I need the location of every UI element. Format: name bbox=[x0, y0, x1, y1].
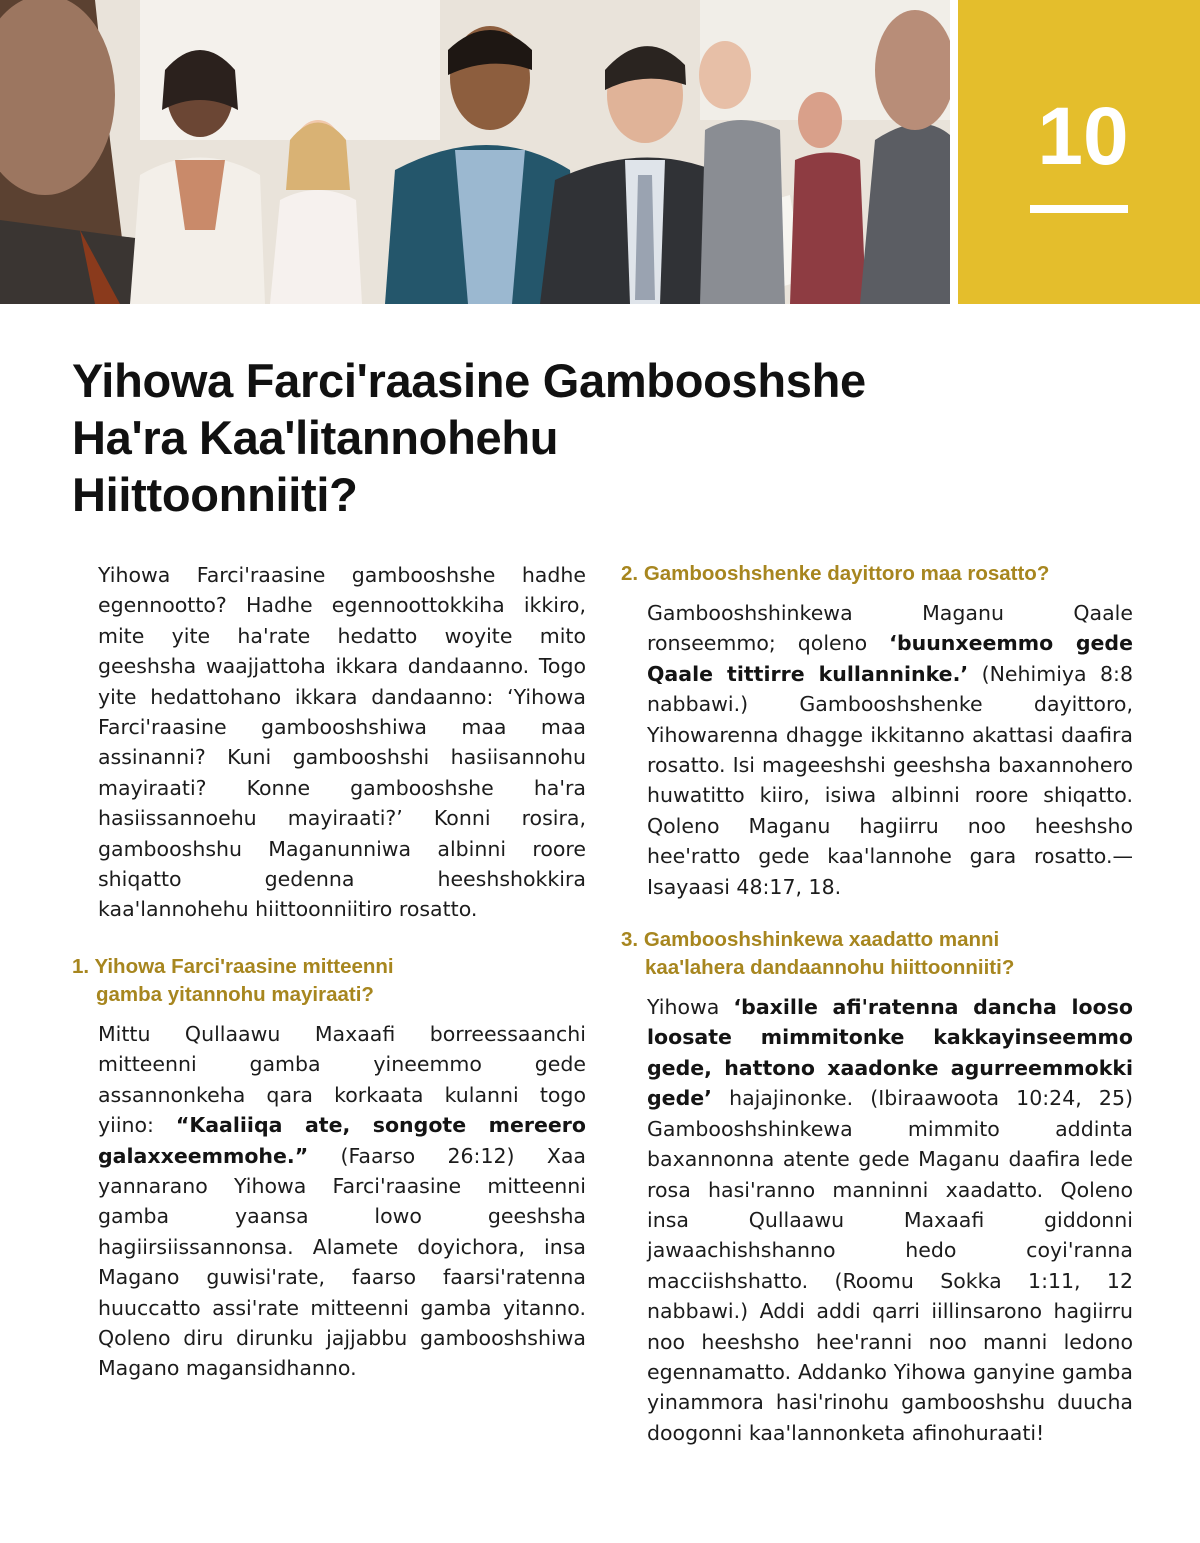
section-3-question-line-2: kaa'lahera dandaannohu hiittoonniiti? bbox=[645, 956, 1015, 980]
section-3-number: 3. bbox=[621, 928, 639, 952]
intro-paragraph: Yihowa Farci'raasine gambooshshe hadhe egennootto? Hadhe egennoottokkiha ikkiro, mite yite ha'rate hedatto woyite mito geeshsha waajjattoha ikkara dandaanno. Togo yite hedattohano ikkara dandaanno: ‘Yihowa Farci'raasine gambooshshiwa maa maa assinanni? Kuni gambooshshi hasiisannohu mayiraati? Konne gambooshshe ha'ra hasiissannoehu mayiraati?’ Konni rosira, gambooshshu Maganunniwa albinni roore shiqatto gedenna heeshshokkira kaa'lannohehu hiittoonniitiro rosatto. bbox=[98, 563, 586, 922]
section-2-question-text: Gambooshshenke dayittoro maa rosatto? bbox=[643, 562, 1050, 585]
section-1-question-line-1: Yihowa Farci'raasine mitteenni bbox=[94, 954, 394, 978]
section-2-question bbox=[621, 560, 1133, 588]
section-3-text-b: hajajinonke. (Ibiraawoota 10:24, 25) Gambooshshinkewa mimmito addinta baxannonna atente gede Maganu daafira lede rosa hasi'ranno manninni xaadatto. Qoleno insa Qullaawu Maxaafi giddonni jawaachishshanno hedo coyi'ranna macciishshatto. (Roomu Sokka 1:11, 12 nabbawi.) Addi addi qarri iillinsarono hagiirru noo heeshsho hee'ranni noo manni ledono egennamatto. Addanko Yihowa ganyine gamba yinammora hasi'rinohu gambooshshu duucha doogonni kaa'lannonketa afinohuraati! bbox=[647, 1086, 1133, 1445]
section-1-question-line-2: gamba yitannohu mayiraati? bbox=[96, 982, 374, 1006]
section-3-quote: ‘baxille afi'ratenna dancha looso loosate mimmitonke kakkayinseemmo gede, hattono xaadonke agurreemmokki gede’ bbox=[647, 995, 1133, 1111]
section-2-paragraph bbox=[647, 598, 1133, 902]
section-3-question-line-1: Gambooshshinkewa xaadatto manni bbox=[643, 928, 1000, 952]
right-column bbox=[621, 560, 1133, 1448]
hero-photo bbox=[0, 0, 950, 304]
chapter-number: 10 bbox=[1037, 91, 1129, 182]
section-3 bbox=[621, 926, 1133, 982]
section-1-quote: “Kaaliiqa ate, songote mereero galaxxeemmohe.” bbox=[98, 1113, 586, 1168]
section-3-paragraph bbox=[647, 992, 1133, 1448]
chapter-badge bbox=[958, 0, 1200, 304]
section-1-text-b: (Faarso 26:12) Xaa yannarano Yihowa Farci'raasine mitteenni gamba yaansa lowo geeshsha hagiirsiissannonsa. Alamete doyichora, insa Magano guwisi'rate, faarso faarsi'ratenna huuccatto assi'rate mitteenni gamba yitanno. Qoleno diru dirunku jajjabbu gambooshshiwa Magano magansidhanno. bbox=[98, 1143, 586, 1381]
section-1-text-a: Mittu Qullaawu Maxaafi borreessaanchi mitteenni gamba yineemmo gede assannonkeha qara korkaata kulanni togo yiino: bbox=[98, 1021, 586, 1138]
page-title bbox=[72, 352, 972, 523]
section-2-number: 2. bbox=[621, 562, 639, 585]
title-line-3: Hiittoonniiti? bbox=[72, 468, 358, 521]
section-2 bbox=[621, 560, 1133, 588]
title-line-1: Yihowa Farci'raasine Gambooshshe bbox=[72, 354, 866, 407]
section-2-text-a: Gambooshshinkewa Maganu Qaale ronseemmo; qoleno bbox=[647, 601, 1133, 656]
chapter-underline bbox=[1030, 205, 1128, 213]
section-1-paragraph bbox=[98, 1019, 586, 1384]
left-column bbox=[72, 560, 586, 1384]
section-1 bbox=[72, 953, 586, 1009]
section-2-quote: ‘buunxeemmo gede Qaale tittirre kullanninke.’ bbox=[647, 631, 1133, 686]
title-line-2: Ha'ra Kaa'litannohehu bbox=[72, 411, 559, 464]
congregation-photo-illustration bbox=[0, 0, 950, 304]
section-2-text-b: (Nehimiya 8:8 nabbawi.) Gambooshshenke dayittoro, Yihowarenna dhagge ikkitanno akattasi daafira rosatto. Isi mageeshshi geeshsha baxannohero huwatitto kiiro, isiwa albinni roore shiqatto. Qoleno Maganu hagiirru noo heeshsho hee'ratto gede kaa'lannohe gara rosatto.—Isayaasi 48:17, 18. bbox=[647, 661, 1133, 899]
section-3-text-a: Yihowa bbox=[647, 995, 734, 1020]
section-1-question bbox=[72, 953, 586, 1009]
section-3-question bbox=[621, 926, 1133, 982]
section-1-number: 1. bbox=[72, 954, 90, 978]
